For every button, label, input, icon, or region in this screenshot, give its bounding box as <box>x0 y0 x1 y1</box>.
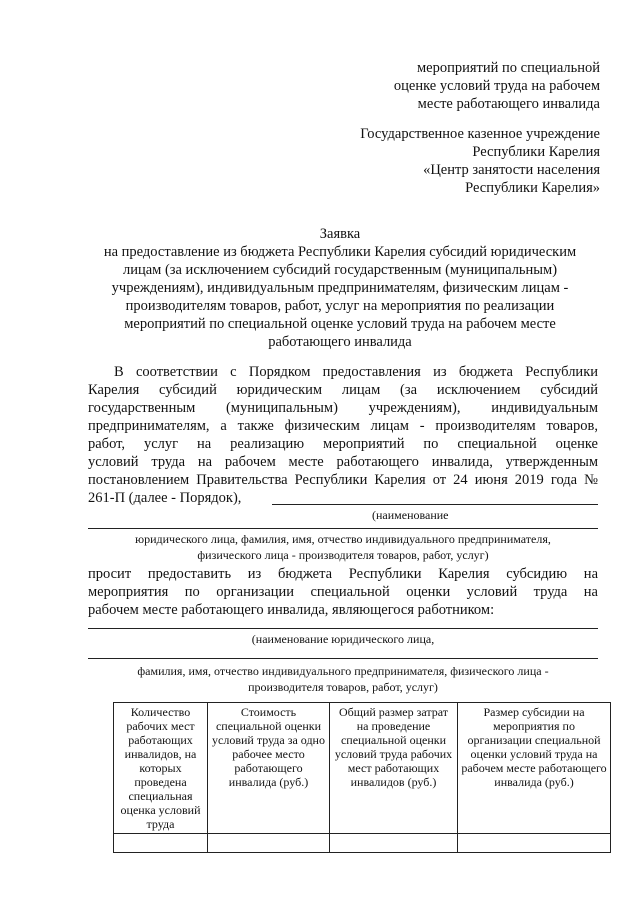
applicant-fill-line-1 <box>272 504 598 505</box>
body1-line-6: условий труда на рабочем месте работающего инвалида, утвержденным <box>88 454 598 470</box>
caption1-line-2: юридического лица, фамилия, имя, отчество индивидуального предпринимателя, <box>135 532 551 546</box>
body1-line-8: 261-П (далее - Порядок), <box>88 490 242 506</box>
table-header-cell: Размер субсидии на мероприятия по организации специальной оценки условий труда на рабочем месте работающего инвалида (руб.) <box>458 703 611 834</box>
header-line-1: мероприятий по специальной <box>417 60 600 76</box>
title-line-4: производителям товаров, работ, услуг на мероприятия по реализации <box>125 298 555 314</box>
table-header-row <box>114 703 611 834</box>
body1-line-1: В соответствии с Порядком предоставления из бюджета Республики <box>114 364 598 380</box>
addressee-line-4: Республики Карелия» <box>465 180 600 196</box>
caption2-line-2: фамилия, имя, отчество индивидуального предпринимателя, физического лица - <box>137 664 549 678</box>
employer-fill-line-1 <box>88 628 598 629</box>
document-title: Заявка <box>319 226 361 242</box>
title-line-5: мероприятий по специальной оценке условий труда на рабочем месте <box>124 316 556 332</box>
title-line-2: лицам (за исключением субсидий государственным (муниципальным) <box>122 262 558 278</box>
addressee-line-3: «Центр занятости населения <box>423 162 600 178</box>
header-line-2: оценке условий труда на рабочем <box>393 78 600 94</box>
body2-line-2: мероприятия по организации специальной оценки условий труда на <box>88 584 598 600</box>
table-header-cell: Общий размер затрат на проведение специальной оценки условий труда рабочих мест работающих инвалидов (руб.) <box>330 703 458 834</box>
body2-line-3: рабочем месте работающего инвалида, являющегося работником: <box>88 602 495 618</box>
table-cell[interactable] <box>208 834 330 853</box>
table-row <box>114 834 611 853</box>
body1-line-2: Карелия субсидий юридическим лицам (за исключением субсидий <box>88 382 598 398</box>
body1-line-7: постановлением Правительства Республики Карелия от 24 июня 2019 года № <box>88 472 598 488</box>
table-header-cell: Стоимость специальной оценки условий труда за одно рабочее место работающего инвалида (руб.) <box>208 703 330 834</box>
addressee-line-1: Государственное казенное учреждение <box>360 126 600 142</box>
table-cell[interactable] <box>330 834 458 853</box>
title-line-6: работающего инвалида <box>268 334 412 350</box>
body1-line-4: предпринимателям, а также физическим лицам - производителям товаров, <box>88 418 598 434</box>
employer-fill-line-2 <box>88 658 598 659</box>
caption2-line-3: производителя товаров, работ, услуг) <box>248 680 438 694</box>
caption2-line-1: (наименование юридического лица, <box>251 632 435 646</box>
body1-line-3: государственным (муниципальным) учреждениям), индивидуальным <box>88 400 598 416</box>
caption1-line-3: физического лица - производителя товаров, работ, услуг) <box>197 548 489 562</box>
table-cell[interactable] <box>458 834 611 853</box>
body1-line-5: работ, услуг на реализацию мероприятий по специальной оценке <box>88 436 598 452</box>
body2-line-1: просит предоставить из бюджета Республики Карелия субсидию на <box>88 566 598 582</box>
caption1-line-1: (наименование <box>372 508 449 522</box>
title-line-1: на предоставление из бюджета Республики Карелия субсидий юридическим <box>103 244 577 260</box>
subsidy-table <box>113 702 611 853</box>
table-cell[interactable] <box>114 834 208 853</box>
applicant-fill-line-2 <box>88 528 598 529</box>
table-header-cell: Количество рабочих мест работающих инвалидов, на которых проведена специальная оценка условий труда <box>114 703 208 834</box>
title-line-3: учреждениям), индивидуальным предпринимателям, физическим лицам - <box>111 280 569 296</box>
header-line-3: месте работающего инвалида <box>417 96 600 112</box>
addressee-line-2: Республики Карелия <box>472 144 600 160</box>
